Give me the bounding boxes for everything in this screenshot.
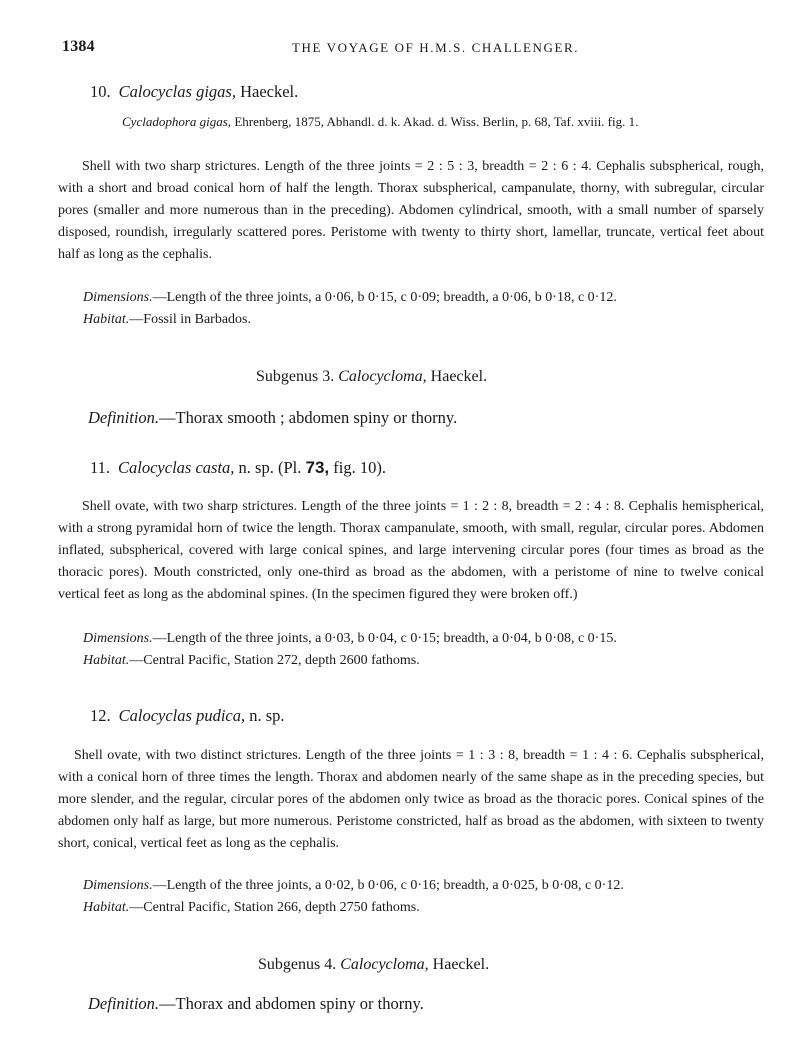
- species-number: 12.: [90, 706, 111, 725]
- species-10-habitat: [83, 309, 763, 330]
- subgenus-4-definition: [88, 994, 424, 1014]
- dimensions-label: Dimensions.: [83, 631, 153, 646]
- species-name: Calocyclas casta,: [118, 458, 235, 477]
- dimensions-label: Dimensions.: [83, 878, 153, 893]
- dimensions-text: —Length of the three joints, a 0·02, b 0·06, c 0·16; breadth, a 0·025, b 0·08, c 0·12.: [152, 878, 624, 893]
- page-header: [62, 38, 762, 60]
- habitat-text: —Fossil in Barbados.: [129, 312, 252, 327]
- species-number: 11.: [90, 458, 111, 477]
- species-10-dimensions: [83, 287, 763, 308]
- subgenus-3-heading: [256, 368, 487, 386]
- subgenus-3-definition: [88, 408, 457, 428]
- subgenus-prefix: Subgenus 3.: [256, 368, 335, 385]
- synonym-reference: [122, 112, 762, 131]
- dimensions-label: Dimensions.: [83, 290, 153, 305]
- subgenus-4-heading: [258, 956, 489, 974]
- species-12-dimensions: [83, 875, 763, 896]
- habitat-label: Habitat.: [83, 900, 130, 915]
- habitat-text: —Central Pacific, Station 272, depth 2600 fathoms.: [129, 653, 420, 668]
- definition-label: Definition.: [88, 994, 160, 1013]
- dimensions-text: —Length of the three joints, a 0·03, b 0·04, c 0·15; breadth, a 0·04, b 0·08, c 0·15.: [152, 631, 617, 646]
- habitat-label: Habitat.: [83, 653, 130, 668]
- species-11-description: Shell ovate, with two sharp strictures. Length of the three joints = 1 : 2 : 8, breadth = 2 : 4 : 8. Cephalis hemispherical, with a strong pyramidal horn of twice the length. Thorax campanulate, smooth, with small, regular, circular pores. Abdomen inflated, subspherical, covered with large conical spines, and large intervening circular pores (four times as broad as the thoracic pores). Mouth constricted, only one-third as broad as the abdomen, with a peristome of nine to twelve conical vertical feet as long as the abdominal spines. (In the specimen figured they were broken off.): [58, 499, 764, 602]
- subgenus-author: Haeckel.: [432, 956, 490, 973]
- species-12-habitat: [83, 897, 763, 918]
- subgenus-author: Haeckel.: [430, 368, 488, 385]
- species-heading-11: [90, 458, 386, 478]
- page-number: 1384: [62, 38, 95, 55]
- species-11-habitat: [83, 650, 763, 671]
- species-10-description: Shell with two sharp strictures. Length of the three joints = 2 : 5 : 3, breadth = 2 : 6 : 4. Cephalis subspherical, rough, with a short and broad conical horn of half the length. Thorax subspherical, campanulate, thorny, with subregular, circular pores (smaller and more numerous than in the preceding). Abdomen cylindrical, smooth, with a small number of sparsely disposed, roundish, irregularly scattered pores. Peristome with twenty to thirty short, lamellar, truncate, vertical feet about half as long as the cephalis.: [58, 159, 764, 262]
- synonym-name: Cycladophora gigas,: [122, 114, 232, 129]
- figure-ref: fig. 10).: [333, 458, 386, 477]
- definition-text: —Thorax and abdomen spiny or thorny.: [159, 994, 424, 1013]
- plate-number: 73,: [305, 458, 330, 477]
- subgenus-name: Calocycloma,: [340, 956, 429, 973]
- habitat-label: Habitat.: [83, 312, 130, 327]
- synonym-citation: Ehrenberg, 1875, Abhandl. d. k. Akad. d. Wiss. Berlin, p. 68, Taf. xviii. fig. 1.: [234, 114, 639, 129]
- species-name: Calocyclas pudica,: [118, 706, 246, 725]
- species-author: Haeckel.: [240, 82, 299, 101]
- species-name: Calocyclas gigas,: [118, 82, 236, 101]
- species-number: 10.: [90, 82, 111, 101]
- definition-label: Definition.: [88, 408, 160, 427]
- dimensions-text: —Length of the three joints, a 0·06, b 0·15, c 0·09; breadth, a 0·06, b 0·18, c 0·12.: [152, 290, 617, 305]
- species-author: n. sp.: [249, 706, 285, 725]
- species-11-dimensions: [83, 628, 763, 649]
- species-author: n. sp. (Pl.: [238, 458, 302, 477]
- species-12-description: Shell ovate, with two distinct strictures. Length of the three joints = 1 : 3 : 8, breadth = 1 : 4 : 6. Cephalis subspherical, with a conical horn of three times the length. Thorax and abdomen nearly of the same shape as in the preceding species, but more slender, and the regular, circular pores of the abdomen only twice as broad as the thoracic pores. Conical spines of the abdomen only half as large, but more numerous. Peristome constricted, half as broad as the abdomen, with sixteen to twenty short, conical, vertical feet as long as the cephalis.: [58, 748, 764, 851]
- subgenus-name: Calocycloma,: [338, 368, 427, 385]
- subgenus-prefix: Subgenus 4.: [258, 956, 337, 973]
- definition-text: —Thorax smooth ; abdomen spiny or thorny.: [159, 408, 458, 427]
- running-title: THE VOYAGE OF H.M.S. CHALLENGER.: [292, 40, 580, 55]
- species-heading-12: [90, 706, 285, 726]
- species-heading-10: [90, 82, 298, 102]
- habitat-text: —Central Pacific, Station 266, depth 2750 fathoms.: [129, 900, 420, 915]
